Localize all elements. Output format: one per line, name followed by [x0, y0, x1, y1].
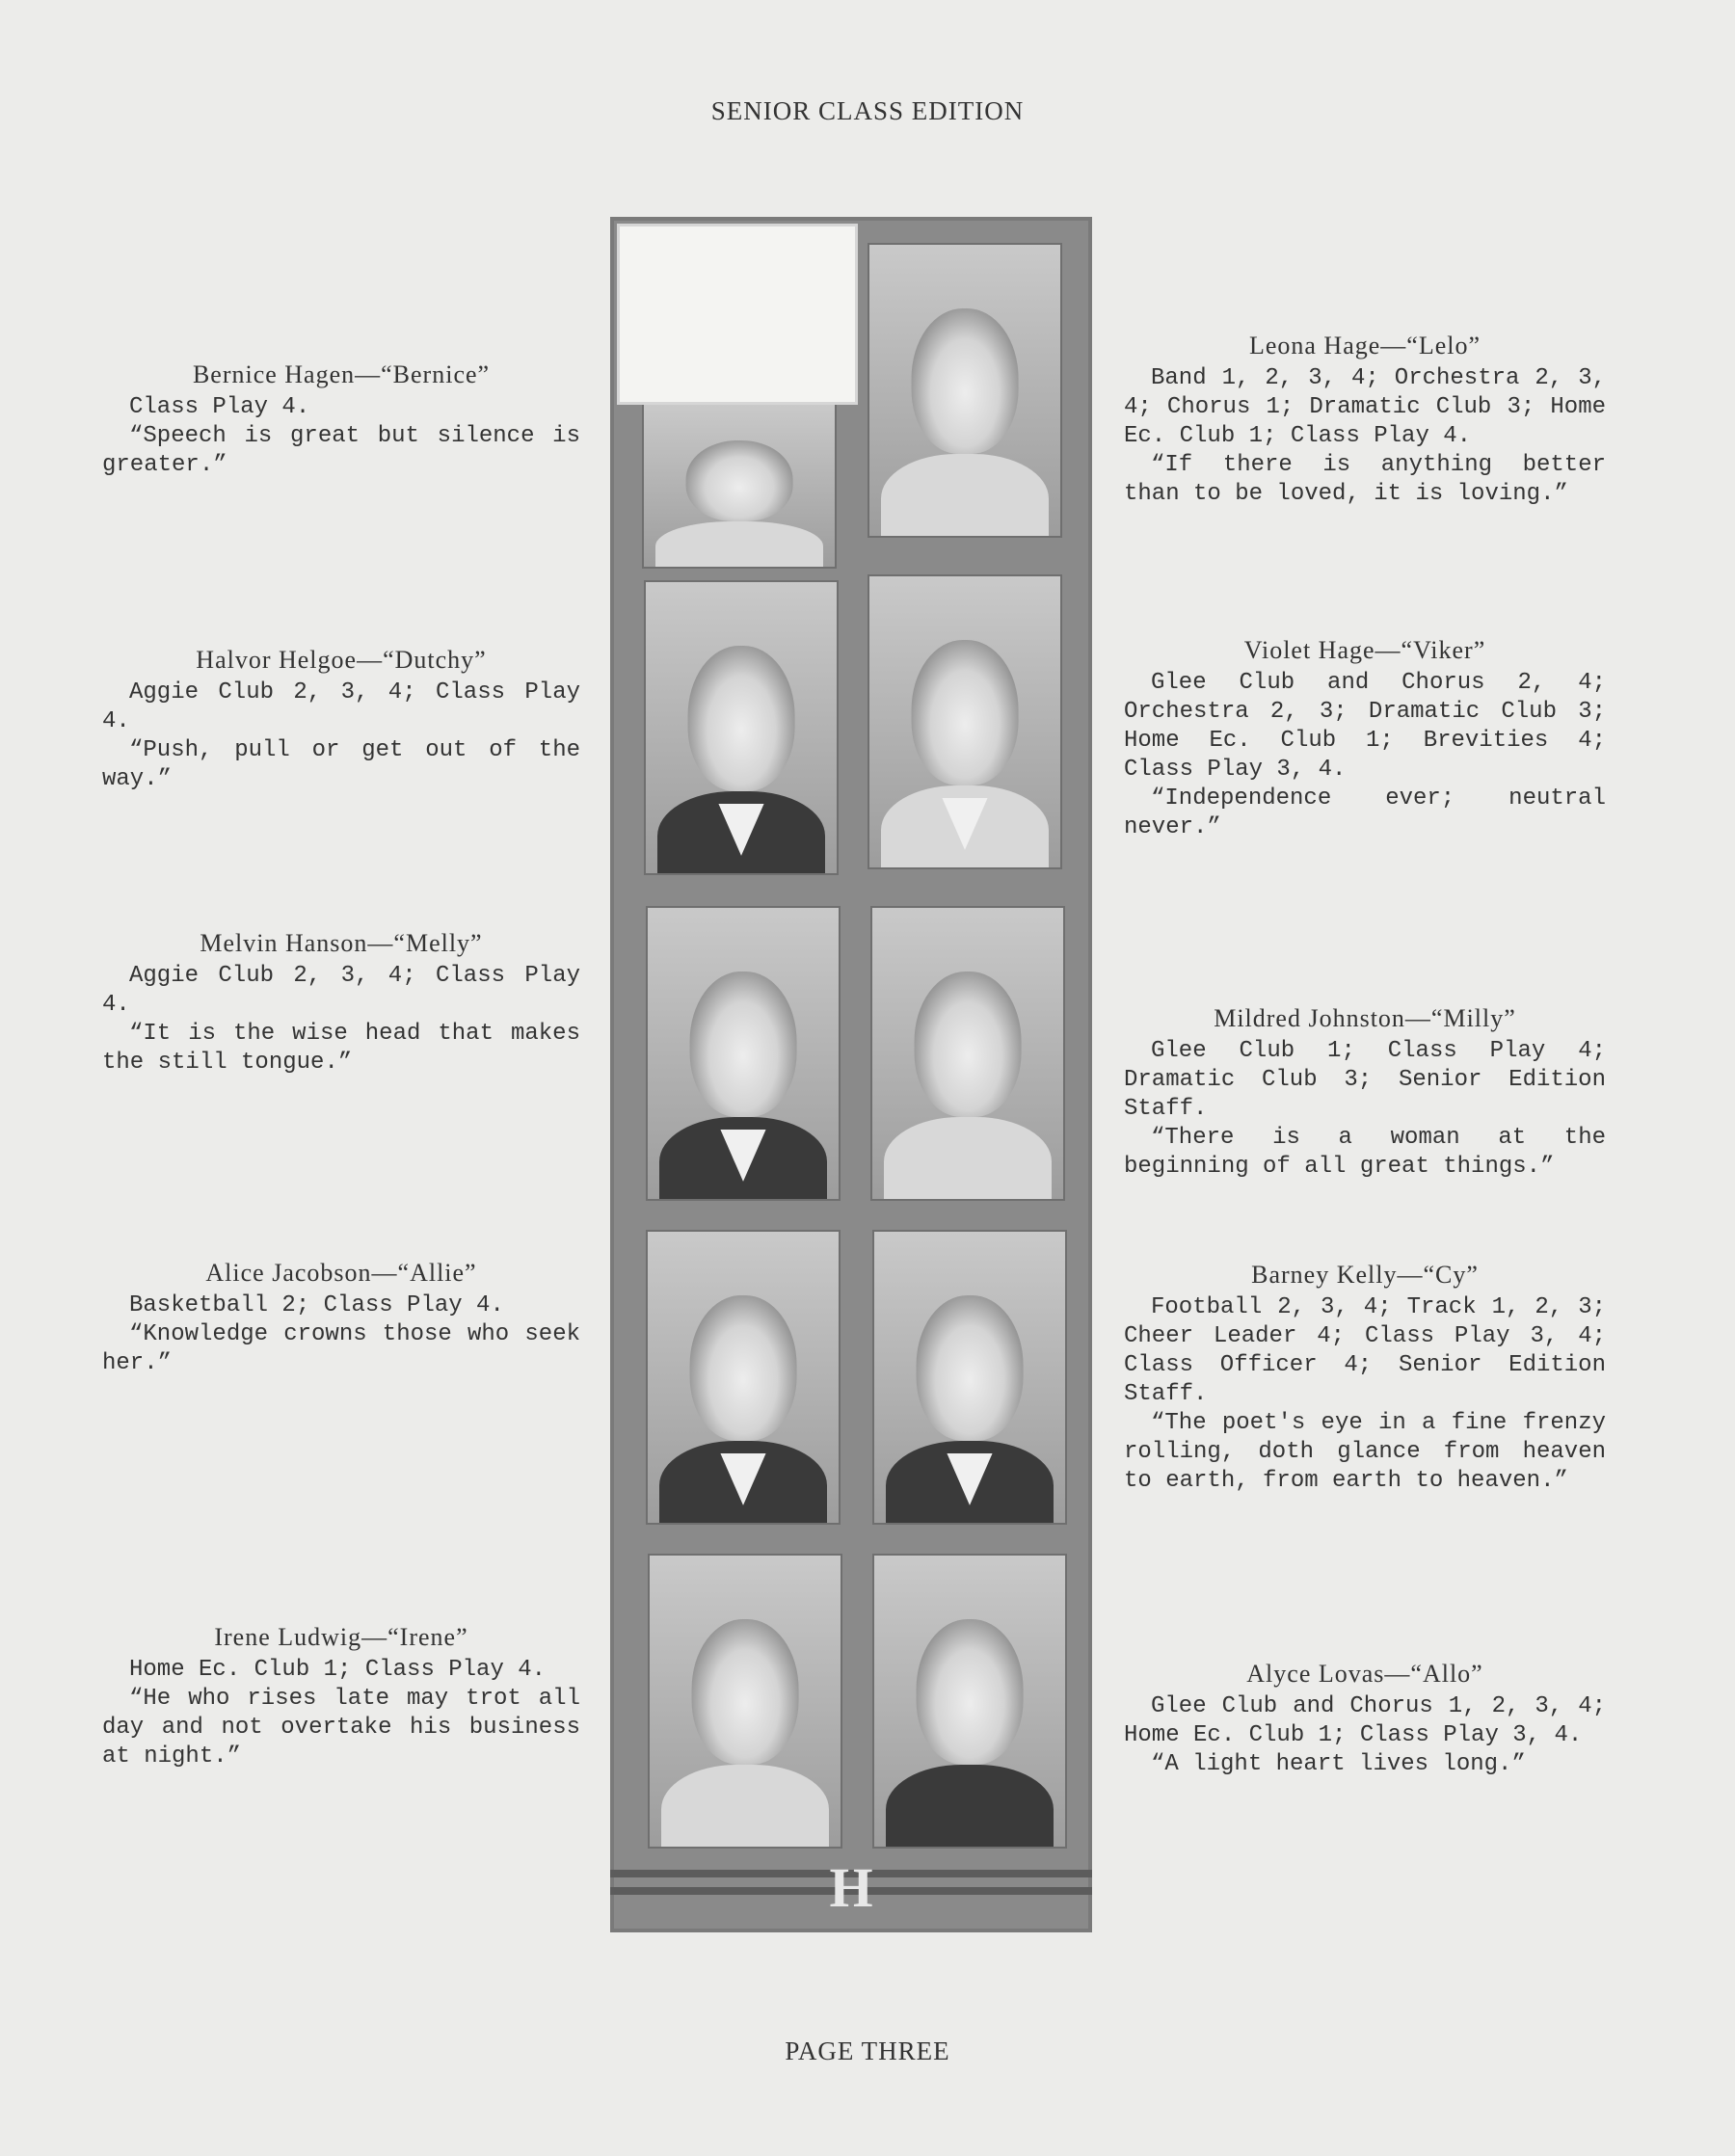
portrait-photo	[642, 403, 837, 569]
senior-activities: Class Play 4.	[129, 394, 310, 420]
senior-activities: Home Ec. Club 1; Class Play 4.	[129, 1657, 547, 1683]
senior-name: Mildred Johnston—“Milly”	[1214, 1004, 1516, 1032]
senior-entry	[1124, 1261, 1606, 1496]
senior-quote: “The poet's eye in a fine frenzy rolling, doth glance from heaven to earth, from earth to heaven.”	[1124, 1410, 1606, 1494]
strip-letter: H	[829, 1856, 873, 1919]
portrait-photo	[646, 1230, 841, 1525]
senior-activities: Aggie Club 2, 3, 4; Class Play 4.	[102, 679, 580, 734]
senior-name: Violet Hage—“Viker”	[1243, 636, 1486, 664]
portrait-photo	[644, 580, 839, 875]
senior-activities: Football 2, 3, 4; Track 1, 2, 3; Cheer Leader 4; Class Play 3, 4; Class Officer 4; Senior Edition Staff.	[1124, 1294, 1606, 1407]
senior-name: Alyce Lovas—“Allo”	[1246, 1660, 1483, 1688]
senior-entry	[102, 360, 580, 480]
portrait-photo	[868, 574, 1062, 869]
portrait-photo	[646, 906, 841, 1201]
senior-entry	[1124, 1004, 1606, 1182]
senior-entry	[1124, 332, 1606, 509]
senior-name: Barney Kelly—“Cy”	[1251, 1261, 1479, 1289]
senior-activities: Aggie Club 2, 3, 4; Class Play 4.	[102, 963, 580, 1018]
senior-quote: “There is a woman at the beginning of all great things.”	[1124, 1125, 1606, 1180]
senior-entry	[1124, 1660, 1606, 1779]
senior-entry	[102, 1259, 580, 1378]
senior-quote: “It is the wise head that makes the still tongue.”	[102, 1021, 580, 1076]
senior-activities: Glee Club 1; Class Play 4; Dramatic Club 3; Senior Edition Staff.	[1124, 1038, 1606, 1122]
senior-quote: “Independence ever; neutral never.”	[1124, 785, 1606, 840]
senior-entry	[102, 1623, 580, 1771]
portrait-photo	[648, 1554, 842, 1849]
senior-name: Bernice Hagen—“Bernice”	[192, 360, 491, 388]
page-footer: PAGE THREE	[785, 2036, 950, 2065]
senior-activities: Basketball 2; Class Play 4.	[129, 1292, 504, 1318]
senior-activities: Glee Club and Chorus 1, 2, 3, 4; Home Ec. Club 1; Class Play 3, 4.	[1124, 1693, 1606, 1748]
senior-name: Leona Hage—“Lelo”	[1248, 332, 1481, 359]
portrait-photo	[870, 906, 1065, 1201]
senior-name: Melvin Hanson—“Melly”	[200, 929, 483, 957]
senior-entry	[1124, 636, 1606, 842]
senior-activities: Glee Club and Chorus 2, 4; Orchestra 2, 3; Dramatic Club 3; Home Ec. Club 1; Brevities 4; Class Play 3, 4.	[1124, 670, 1606, 783]
senior-name: Irene Ludwig—“Irene”	[214, 1623, 468, 1651]
senior-quote: “Speech is great but silence is greater.”	[102, 423, 580, 478]
senior-quote: “Knowledge crowns those who seek her.”	[102, 1321, 580, 1376]
portrait-photo	[868, 243, 1062, 538]
senior-quote: “Push, pull or get out of the way.”	[102, 737, 580, 792]
portrait-photo	[872, 1554, 1067, 1849]
portrait-photo	[872, 1230, 1067, 1525]
senior-quote: “A light heart lives long.”	[1151, 1751, 1526, 1777]
senior-activities: Band 1, 2, 3, 4; Orchestra 2, 3, 4; Chorus 1; Dramatic Club 3; Home Ec. Club 1; Class Play 4.	[1124, 365, 1606, 449]
senior-entry	[102, 929, 580, 1078]
senior-quote: “He who rises late may trot all day and not overtake his business at night.”	[102, 1686, 580, 1770]
senior-entry	[102, 646, 580, 794]
senior-quote: “If there is anything better than to be loved, it is loving.”	[1124, 452, 1606, 507]
senior-name: Halvor Helgoe—“Dutchy”	[196, 646, 487, 674]
torn-paper-patch	[617, 224, 858, 405]
senior-name: Alice Jacobson—“Allie”	[205, 1259, 477, 1287]
page-header: SENIOR CLASS EDITION	[710, 96, 1025, 125]
